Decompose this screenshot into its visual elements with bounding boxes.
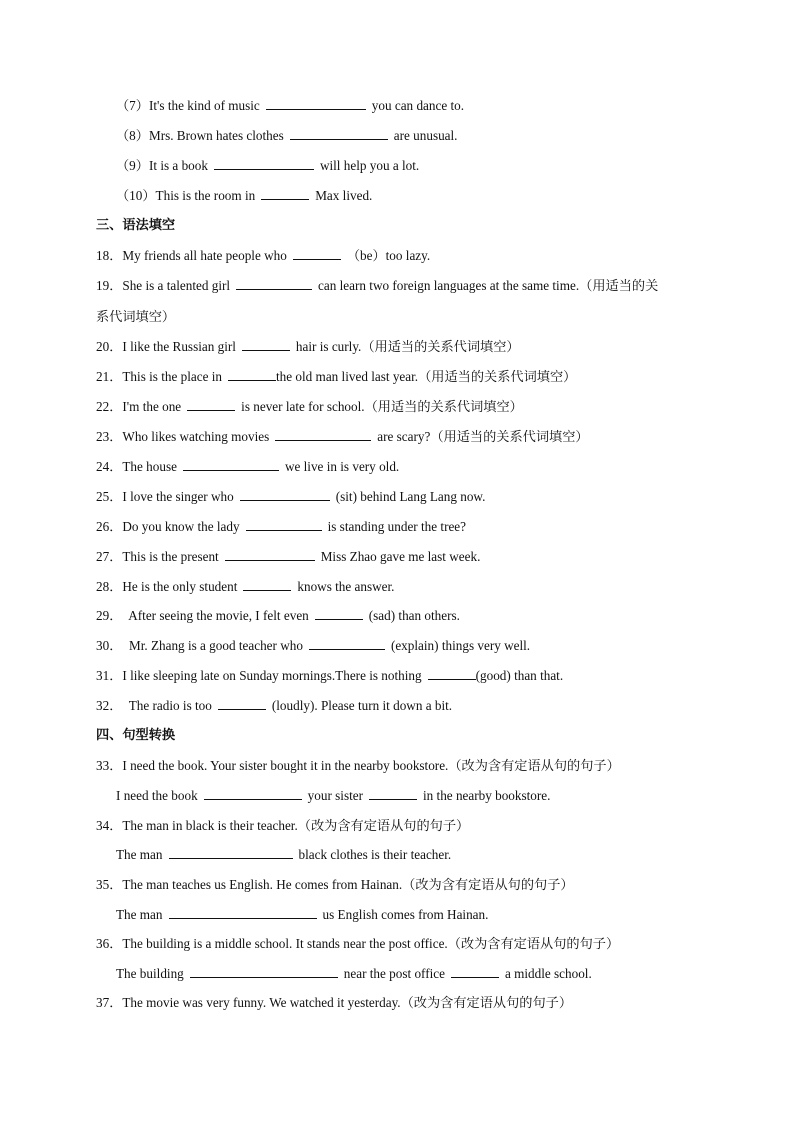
question-33: 33．I need the book. Your sister bought it in the nearby bookstore.（改为含有定语从句的句子） [96, 758, 620, 773]
question-36: 36．The building is a middle school. It stands near the post office.（改为含有定语从句的句子） [96, 936, 620, 951]
answer-blank[interactable] [218, 697, 266, 710]
question-24-text: 24．The house [96, 459, 177, 474]
question-20-rest: hair is curly.（用适当的关系代词填空） [295, 339, 520, 354]
item-10-text: （10）This is the room in [116, 188, 256, 203]
question-20-text: 20．I like the Russian girl [96, 339, 236, 354]
question-27-text: 27．This is the present [96, 549, 219, 564]
question-22-rest: is never late for school.（用适当的关系代词填空） [241, 399, 523, 414]
answer-blank[interactable] [309, 637, 385, 650]
answer-blank[interactable] [236, 277, 312, 290]
question-31-rest: (good) than that. [475, 668, 564, 683]
answer-blank[interactable] [214, 157, 314, 170]
item-9-text: （9）It is a book [116, 158, 208, 173]
question-34: 34．The man in black is their teacher.（改为含有定语从句的句子） [96, 818, 470, 833]
item-7 [116, 97, 756, 115]
question-18-rest: （be）too lazy. [346, 248, 431, 263]
question-34-rest: black clothes is their teacher. [298, 847, 452, 862]
question-37: 37．The movie was very funny. We watched it yesterday.（改为含有定语从句的句子） [96, 995, 573, 1010]
section-heading-3: 三、语法填空 [96, 218, 176, 233]
question-35-rest: us English comes from Hainan. [322, 907, 489, 922]
answer-blank[interactable] [293, 247, 341, 260]
question-34-text: The man [116, 847, 163, 862]
question-33-mid: your sister [307, 788, 363, 803]
question-25 [96, 488, 736, 506]
answer-blank[interactable] [266, 97, 366, 110]
question-21-rest: the old man lived last year.（用适当的关系代词填空） [276, 369, 577, 384]
question-18 [96, 247, 736, 265]
question-31 [96, 667, 736, 685]
question-19-rest: can learn two foreign languages at the same time.（用适当的关 [318, 278, 659, 293]
question-18-text: 18．My friends all hate people who [96, 248, 287, 263]
item-10-rest: Max lived. [315, 188, 373, 203]
question-30-text: 30． Mr. Zhang is a good teacher who [96, 638, 303, 653]
item-8 [116, 127, 756, 145]
question-28 [96, 578, 736, 596]
answer-blank[interactable] [183, 458, 279, 471]
question-33-text: I need the book [116, 788, 198, 803]
question-26 [96, 518, 736, 536]
question-26-rest: is standing under the tree? [327, 519, 467, 534]
answer-blank[interactable] [290, 127, 388, 140]
answer-blank[interactable] [243, 578, 291, 591]
question-32 [96, 697, 736, 715]
answer-blank[interactable] [315, 607, 363, 620]
question-27-rest: Miss Zhao gave me last week. [320, 549, 481, 564]
item-8-rest: are unusual. [393, 128, 458, 143]
answer-blank[interactable] [369, 787, 417, 800]
item-7-text: （7）It's the kind of music [116, 98, 260, 113]
item-8-text: （8）Mrs. Brown hates clothes [116, 128, 284, 143]
question-27 [96, 548, 736, 566]
question-22-text: 22．I'm the one [96, 399, 182, 414]
answer-blank[interactable] [204, 787, 302, 800]
question-36-answer [116, 965, 756, 983]
answer-blank[interactable] [275, 428, 371, 441]
question-29-text: 29． After seeing the movie, I felt even [96, 608, 309, 623]
question-35-text: The man [116, 907, 163, 922]
answer-blank[interactable] [261, 187, 309, 200]
item-9 [116, 157, 756, 175]
question-32-rest: (loudly). Please turn it down a bit. [271, 698, 453, 713]
question-34-answer [116, 846, 756, 864]
question-19-text: 19．She is a talented girl [96, 278, 231, 293]
question-33-rest: in the nearby bookstore. [422, 788, 551, 803]
question-29-rest: (sad) than others. [368, 608, 460, 623]
answer-blank[interactable] [225, 548, 315, 561]
question-21 [96, 368, 736, 386]
question-35: 35．The man teaches us English. He comes from Hainan.（改为含有定语从句的句子） [96, 877, 574, 892]
question-20 [96, 338, 736, 356]
question-36-rest: a middle school. [504, 966, 592, 981]
question-32-text: 32． The radio is too [96, 698, 212, 713]
question-33-answer [116, 787, 756, 805]
item-7-rest: you can dance to. [371, 98, 465, 113]
question-19-wrap: 系代词填空） [96, 309, 176, 324]
question-36-text: The building [116, 966, 184, 981]
question-36-mid: near the post office [343, 966, 445, 981]
answer-blank[interactable] [242, 338, 290, 351]
answer-blank[interactable] [228, 368, 276, 381]
question-28-rest: knows the answer. [297, 579, 395, 594]
answer-blank[interactable] [169, 906, 317, 919]
answer-blank[interactable] [187, 398, 235, 411]
section-heading-4: 四、句型转换 [96, 728, 176, 743]
question-25-rest: (sit) behind Lang Lang now. [335, 489, 486, 504]
answer-blank[interactable] [169, 846, 293, 859]
question-23-rest: are scary?（用适当的关系代词填空） [377, 429, 589, 444]
question-30 [96, 637, 736, 655]
question-23 [96, 428, 736, 446]
answer-blank[interactable] [451, 965, 499, 978]
question-25-text: 25．I love the singer who [96, 489, 234, 504]
item-10 [116, 187, 756, 205]
question-30-rest: (explain) things very well. [390, 638, 531, 653]
question-35-answer [116, 906, 756, 924]
answer-blank[interactable] [246, 518, 322, 531]
question-28-text: 28．He is the only student [96, 579, 238, 594]
question-31-text: 31．I like sleeping late on Sunday mornings.There is nothing [96, 668, 422, 683]
question-24-rest: we live in is very old. [284, 459, 400, 474]
question-22 [96, 398, 736, 416]
question-19 [96, 277, 736, 295]
question-26-text: 26．Do you know the lady [96, 519, 240, 534]
answer-blank[interactable] [240, 488, 330, 501]
question-29 [96, 607, 736, 625]
question-23-text: 23．Who likes watching movies [96, 429, 270, 444]
question-24 [96, 458, 736, 476]
answer-blank[interactable] [428, 667, 476, 680]
answer-blank[interactable] [190, 965, 338, 978]
question-21-text: 21．This is the place in [96, 369, 222, 384]
item-9-rest: will help you a lot. [319, 158, 420, 173]
